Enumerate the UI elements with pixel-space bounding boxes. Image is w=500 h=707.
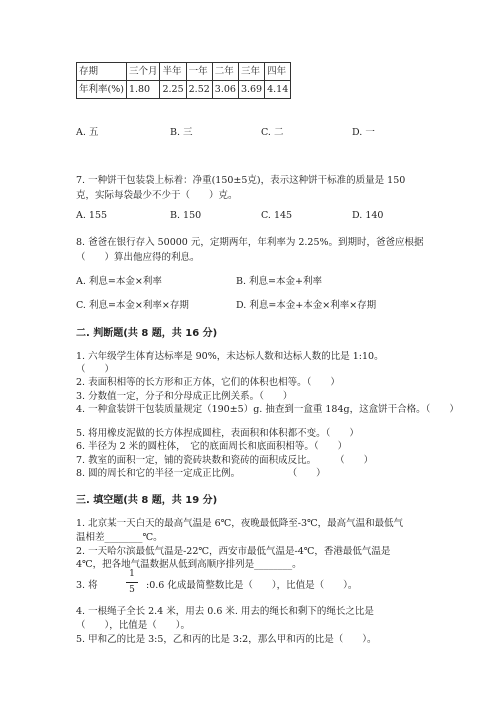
judge-item-1-blank[interactable]: （ ）: [76, 364, 115, 375]
judge-item-1: 1. 六年级学生体育达标率是 90%，未达标人数和达标人数的比是 1:10。: [76, 351, 384, 362]
fill-item-3-prefix: 3. 将: [76, 580, 98, 591]
judge-item-8: 8. 圆的周长和它的半径一定成正比例。 （ ）: [76, 468, 326, 479]
q6-option-b[interactable]: B. 三: [170, 127, 193, 138]
fill-item-1: 1. 北京某一天白天的最高气温是 6℃，夜晚最低降至-3℃，最高气温和最低气: [76, 518, 404, 529]
table-cell: 3.69: [238, 81, 264, 99]
q8-text-cont: （ ）算出他应得的利息。: [76, 252, 200, 263]
q8-option-c[interactable]: C. 利息=本金×利率×存期: [76, 300, 189, 311]
q6-option-d[interactable]: D. 一: [352, 127, 375, 138]
table-row: [77, 81, 291, 99]
table-cell: 三个月: [126, 63, 160, 81]
table-cell: 一年: [186, 63, 212, 81]
q8-text: 8. 爸爸在银行存入 50000 元，定期两年，年利率为 2.25%。到期时，爸爸应根据: [76, 237, 424, 248]
q6-option-a[interactable]: A. 五: [76, 127, 99, 138]
judge-item-6: 6. 半径为 2 米的圆柱体， 它的底面周长和底面积相等。（ ）: [76, 441, 348, 452]
table-cell: 半年: [160, 63, 186, 81]
judge-item-2: 2. 表面积相等的长方形和正方体，它们的体积也相等。（ ）: [76, 377, 340, 388]
q7-option-d[interactable]: D. 140: [352, 210, 384, 221]
fill-item-3: :0.6 化成最简整数比是（ ），比值是（ ）。: [146, 580, 358, 591]
table-cell: 2.25: [160, 81, 186, 99]
q7-text: 7. 一种饼干包装袋上标着：净重(150±5克)，表示这种饼干标准的质量是 150: [76, 175, 406, 186]
judge-item-3: 3. 分数值一定，分子和分母成正比例关系。（ ）: [76, 391, 293, 402]
fraction-denominator: 5: [129, 585, 135, 595]
fill-item-5: 5. 甲和乙的比是 3:5，乙和丙的比是 3:2，那么甲和丙的比是（ ）。: [76, 634, 377, 645]
table-cell: 存期: [77, 63, 127, 81]
section-title: 二. 判断题(共 8 题，共 16 分): [76, 328, 218, 339]
table-cell: 四年: [265, 63, 291, 81]
fill-item-2: 2. 一天哈尔滨最低气温是-22℃，西安市最低气温是-4℃，香港最低气温是: [76, 546, 391, 557]
fill-item-1-cont: 温相差________℃。: [76, 532, 163, 543]
table-cell: 4.14: [265, 81, 291, 99]
fill-item-4-cont: （ ），比值是（ ）。: [76, 620, 191, 631]
fraction: [126, 569, 138, 596]
table-cell: 2.52: [186, 81, 212, 99]
table-row: [77, 63, 291, 81]
q7-option-c[interactable]: C. 145: [261, 210, 293, 221]
interest-rate-table: [76, 62, 291, 99]
q7-option-b[interactable]: B. 150: [170, 210, 202, 221]
judge-item-4: 4. 一种盒装饼干包装质量规定（190±5）g. 抽查到一盒重 184g，这盒饼干合格。（ ）: [76, 404, 459, 415]
q6-option-c[interactable]: C. 二: [261, 127, 284, 138]
q8-option-b[interactable]: B. 利息=本金+利率: [236, 276, 322, 287]
judge-item-5: 5. 将用橡皮泥做的长方体捏成圆柱，表面积和体积都不变。（ ）: [76, 428, 359, 439]
table-cell: 三年: [238, 63, 264, 81]
q8-option-a[interactable]: A. 利息=本金×利率: [76, 276, 162, 287]
q7-text-cont: 克，实际每袋最少不少于（ ）克。: [76, 190, 238, 201]
fraction-numerator: 1: [129, 569, 135, 579]
judge-item-7: 7. 教室的面积一定，铺的瓷砖块数和瓷砖的面积成反比。 （ ）: [76, 455, 374, 466]
fill-item-2-cont: 4℃，把各地气温数据从低到高顺序排列是________。: [76, 559, 302, 570]
table-cell: 二年: [212, 63, 238, 81]
table-cell: 1.80: [126, 81, 160, 99]
fill-item-4: 4. 一根绳子全长 2.4 米，用去 0.6 米. 用去的绳长和剩下的绳长之比是: [76, 606, 374, 617]
table-cell: 3.06: [212, 81, 238, 99]
table-cell: 年利率(%): [77, 81, 127, 99]
q7-option-a[interactable]: A. 155: [76, 210, 108, 221]
q8-option-d[interactable]: D. 利息=本金+本金×利率×存期: [236, 300, 377, 311]
section-title: 三. 填空题(共 8 题，共 19 分): [76, 495, 218, 506]
